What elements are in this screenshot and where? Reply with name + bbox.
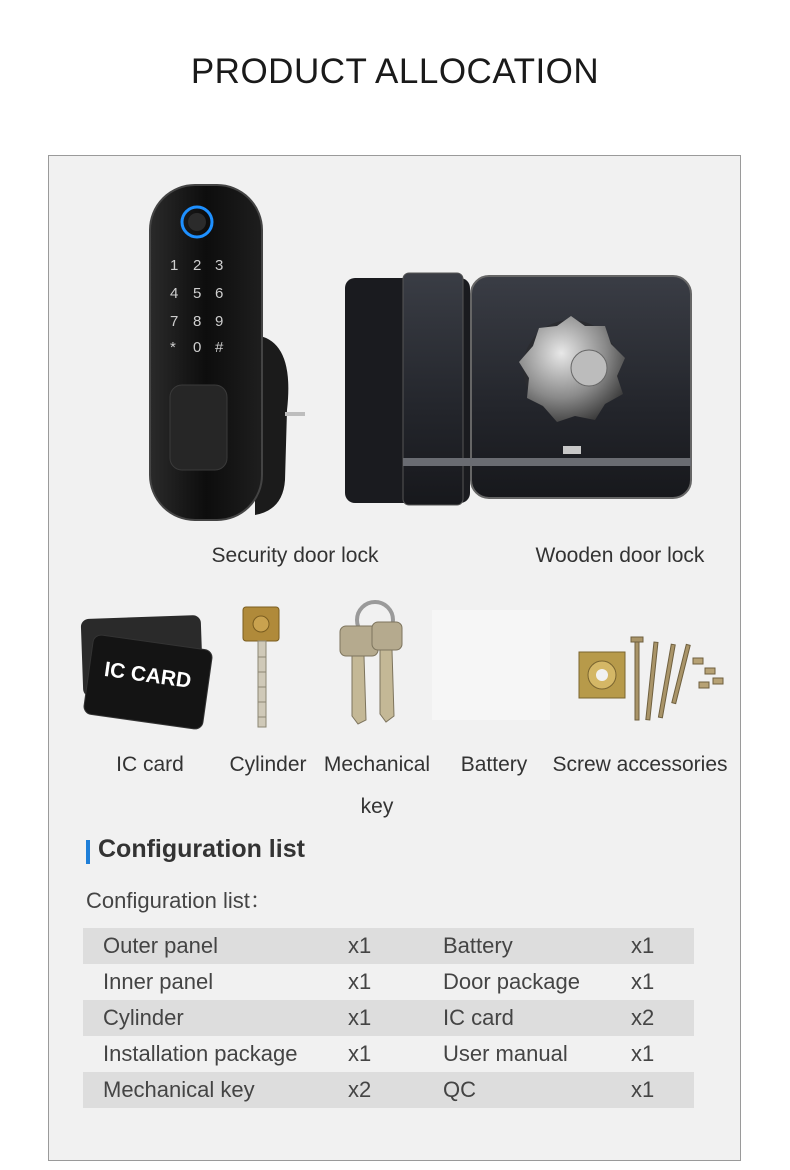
right-qty: x1 (631, 1072, 694, 1108)
key-1: 1 (170, 257, 179, 274)
right-qty: x1 (631, 928, 694, 964)
left-item: Cylinder (83, 1000, 348, 1036)
config-subheading: Configuration list： (86, 888, 272, 913)
screw-accessories-image (575, 632, 730, 722)
right-qty: x2 (631, 1000, 694, 1036)
left-qty: x1 (348, 928, 443, 964)
wooden-door-lock-image (343, 268, 693, 513)
screw-accessories-label: Screw accessories (552, 753, 728, 776)
key-6: 6 (215, 285, 224, 302)
key-hash: # (215, 339, 224, 356)
ic-card-image (78, 612, 218, 730)
security-door-lock-image (145, 180, 315, 525)
right-qty: x1 (631, 1036, 694, 1072)
table-row (83, 928, 694, 964)
left-item: Inner panel (83, 964, 348, 1000)
mechanical-key-image (330, 598, 410, 728)
battery-image (432, 610, 550, 720)
config-table (83, 928, 694, 1108)
key-5: 5 (193, 285, 202, 302)
left-qty: x1 (348, 1036, 443, 1072)
page-title: PRODUCT ALLOCATION (190, 52, 600, 91)
table-row (83, 1072, 694, 1108)
key-4: 4 (170, 285, 179, 302)
section-accent-bar (86, 840, 90, 864)
key-0: 0 (193, 339, 202, 356)
right-item: User manual (443, 1036, 631, 1072)
right-item: Battery (443, 928, 631, 964)
key-8: 8 (193, 313, 202, 330)
left-qty: x1 (348, 964, 443, 1000)
right-qty: x1 (631, 964, 694, 1000)
table-row (83, 964, 694, 1000)
left-item: Installation package (83, 1036, 348, 1072)
wooden-door-lock-label: Wooden door lock (535, 544, 705, 567)
battery-label: Battery (460, 753, 528, 776)
cylinder-image (238, 602, 288, 730)
table-row (83, 1036, 694, 1072)
key-2: 2 (193, 257, 202, 274)
table-row (83, 1000, 694, 1036)
mechanical-key-label-line1: Mechanical (323, 753, 431, 776)
left-qty: x2 (348, 1072, 443, 1108)
right-item: QC (443, 1072, 631, 1108)
right-item: IC card (443, 1000, 631, 1036)
left-item: Outer panel (83, 928, 348, 964)
security-door-lock-label: Security door lock (211, 544, 379, 567)
key-7: 7 (170, 313, 179, 330)
key-star: * (170, 339, 176, 356)
ic-card-text: IC CARD (102, 657, 193, 693)
right-item: Door package (443, 964, 631, 1000)
ic-card-label: IC card (116, 753, 184, 776)
cylinder-label: Cylinder (229, 753, 307, 776)
mechanical-key-label-line2: key (360, 795, 394, 818)
key-9: 9 (215, 313, 224, 330)
section-heading: Configuration list (98, 835, 305, 863)
left-item: Mechanical key (83, 1072, 348, 1108)
left-qty: x1 (348, 1000, 443, 1036)
mechanical-key-label (318, 753, 436, 819)
key-3: 3 (215, 257, 224, 274)
